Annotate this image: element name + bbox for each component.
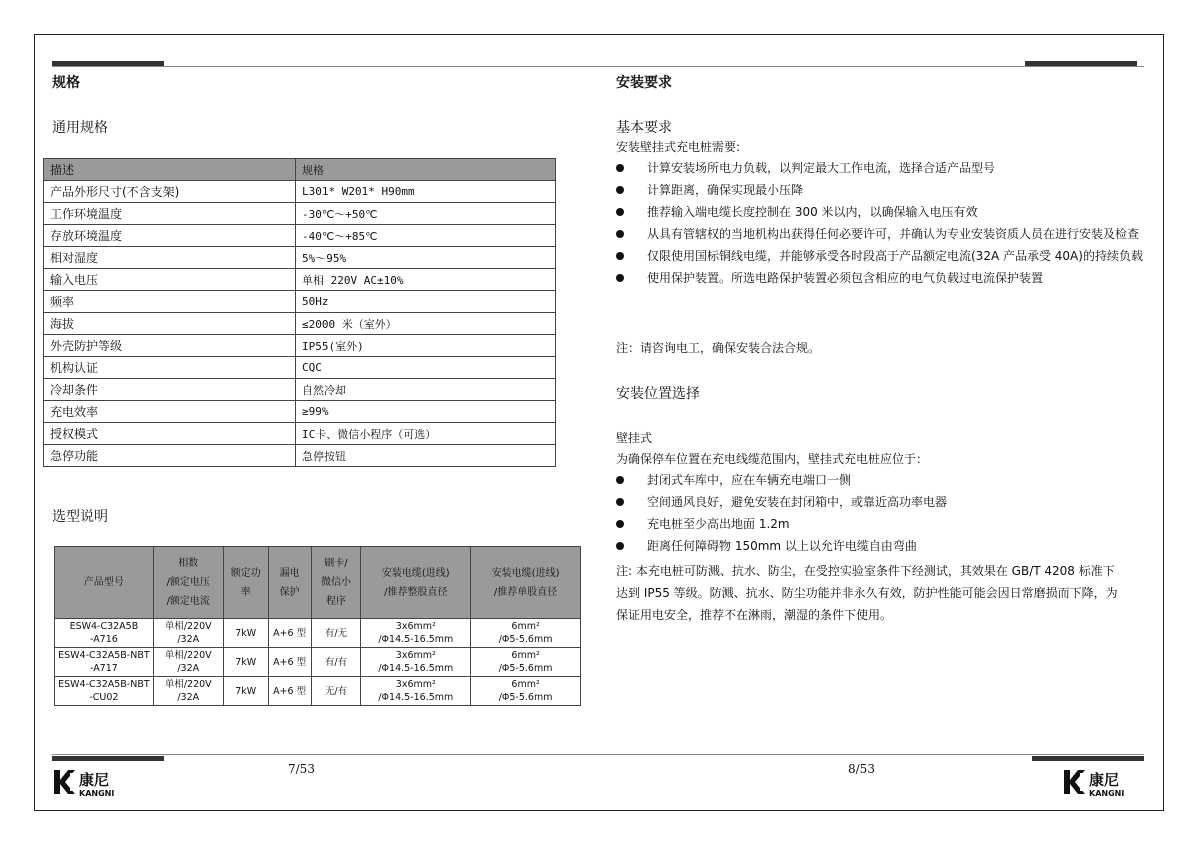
model-row [55, 619, 581, 648]
model-cell: ESW4-C32A5B-NBT -A717 [55, 648, 154, 677]
spec-value-cell: 规格 [296, 159, 556, 181]
model-cell: 单相/220V /32A [153, 619, 223, 648]
model-cell: 单相/220V /32A [153, 648, 223, 677]
spec-description-cell: 冷却条件 [44, 379, 296, 401]
spec-row [44, 379, 556, 401]
location-item [616, 491, 1156, 513]
spec-value-cell: 单相 220V AC±10% [296, 269, 556, 291]
model-cell: A+6 型 [268, 677, 311, 706]
left-page-number: 7/53 [288, 762, 315, 776]
spec-header-row [44, 159, 556, 181]
location-item-text: 充电桩至少高出地面 1.2m [647, 517, 790, 531]
location-item [616, 535, 1156, 557]
model-cell: A+6 型 [268, 648, 311, 677]
logo-subtext: KANGNI [79, 789, 115, 798]
spec-row [44, 401, 556, 423]
logo-subtext: KANGNI [1089, 789, 1125, 798]
spec-row [44, 313, 556, 335]
model-cell: 3x6mm² /Φ14.5-16.5mm [361, 648, 471, 677]
general-spec-table [43, 158, 556, 467]
location-note [616, 560, 1118, 626]
bullet-icon [616, 542, 624, 550]
bullet-icon [616, 164, 624, 172]
spec-value-cell: 5%～95% [296, 247, 556, 269]
location-heading: 安装位置选择 [616, 386, 700, 402]
spec-value-cell: 急停按钮 [296, 445, 556, 467]
spec-row [44, 335, 556, 357]
spec-row [44, 181, 556, 203]
footer-bar-left [52, 756, 164, 761]
location-note-line: 注: 本充电桩可防溅、抗水、防尘，在受控实验室条件下经测试，其效果在 GB/T 4208 标准下 [616, 564, 1115, 578]
model-cell: 6mm² /Φ5-5.6mm [471, 648, 581, 677]
location-item-text: 封闭式车库中，应在车辆充电端口一侧 [647, 473, 852, 487]
model-cell: 7kW [223, 648, 268, 677]
location-note-line: 达到 IP55 等级。防溅、抗水、防尘功能并非永久有效，防护性能可能会因日常磨损而下降，为 [616, 586, 1118, 600]
bullet-icon [616, 230, 624, 238]
basic-requirements-note: 注：请咨询电工，确保安装合法合规。 [616, 341, 821, 355]
spec-description-cell: 输入电压 [44, 269, 296, 291]
model-cell: ESW4-C32A5B-NBT -CU02 [55, 677, 154, 706]
location-note-line: 保证用电安全，推荐不在淋雨，潮湿的条件下使用。 [616, 608, 893, 622]
bullet-icon [616, 520, 624, 528]
spec-description-cell: 产品外形尺寸(不含支架) [44, 181, 296, 203]
logo-text: 康尼 [79, 771, 110, 789]
model-cell: 有/有 [311, 648, 361, 677]
model-cell: A+6 型 [268, 619, 311, 648]
spec-row [44, 423, 556, 445]
footer-rule [52, 754, 1144, 755]
model-cell: 3x6mm² /Φ14.5-16.5mm [361, 677, 471, 706]
model-header-cell: 相数 /额定电压 /额定电流 [153, 547, 223, 619]
location-item [616, 469, 1156, 491]
header-bar-right [1025, 61, 1137, 66]
model-selection-table [54, 546, 581, 706]
basic-requirement-item-text: 仅限使用国标铜线电缆，并能够承受各时段高于产品额定电流(32A 产品承受 40A)的持续负载 [647, 249, 1143, 263]
model-cell: 有/无 [311, 619, 361, 648]
right-page-title: 安装要求 [616, 75, 672, 91]
location-intro: 为确保停车位置在充电线缆范围内，壁挂式充电桩应位于： [616, 452, 929, 466]
basic-requirement-item [616, 245, 1156, 267]
spec-description-cell: 海拔 [44, 313, 296, 335]
basic-requirement-item [616, 157, 1156, 179]
spec-row [44, 203, 556, 225]
bullet-icon [616, 252, 624, 260]
spec-description-cell: 充电效率 [44, 401, 296, 423]
spec-value-cell: ≤2000 米（室外） [296, 313, 556, 335]
spec-row [44, 357, 556, 379]
spec-value-cell: ≥99% [296, 401, 556, 423]
location-list [616, 469, 1156, 557]
spec-row [44, 291, 556, 313]
header-bar-left [52, 61, 164, 66]
model-selection-heading: 选型说明 [52, 509, 108, 525]
kangni-logo-right [1062, 766, 1152, 798]
spec-description-cell: 频率 [44, 291, 296, 313]
location-subheading: 壁挂式 [616, 431, 653, 445]
spec-value-cell: IC卡、微信小程序（可选） [296, 423, 556, 445]
spec-description-cell: 相对湿度 [44, 247, 296, 269]
spec-description-cell: 授权模式 [44, 423, 296, 445]
spec-description-cell: 工作环境温度 [44, 203, 296, 225]
spec-value-cell: IP55(室外) [296, 335, 556, 357]
model-cell: ESW4-C32A5B -A716 [55, 619, 154, 648]
basic-requirement-item-text: 计算安装场所电力负载，以判定最大工作电流，选择合适产品型号 [647, 161, 996, 175]
bullet-icon [616, 208, 624, 216]
basic-requirement-item-text: 计算距离，确保实现最小压降 [647, 183, 804, 197]
model-header-cell: 漏电 保护 [268, 547, 311, 619]
location-item-text: 空间通风良好，避免安装在封闭箱中，或靠近高功率电器 [647, 495, 948, 509]
spec-value-cell: -30℃～+50℃ [296, 203, 556, 225]
basic-requirements-intro: 安装壁挂式充电桩需要: [616, 140, 741, 154]
spec-value-cell: 自然冷却 [296, 379, 556, 401]
model-header-cell: 额定功 率 [223, 547, 268, 619]
spec-value-cell: -40℃～+85℃ [296, 225, 556, 247]
model-header-cell: 刷卡/ 微信小 程序 [311, 547, 361, 619]
basic-requirement-item-text: 从具有管辖权的当地机构出获得任何必要许可，并确认为专业安装资质人员在进行安装及检查 [647, 227, 1140, 241]
general-spec-heading: 通用规格 [52, 120, 108, 136]
footer-bar-right [1032, 756, 1144, 761]
spec-row [44, 225, 556, 247]
spec-value-cell: CQC [296, 357, 556, 379]
model-cell: 单相/220V /32A [153, 677, 223, 706]
bullet-icon [616, 498, 624, 506]
model-cell: 7kW [223, 677, 268, 706]
spec-description-cell: 描述 [44, 159, 296, 181]
basic-requirement-item [616, 179, 1156, 201]
header-rule [52, 66, 1144, 67]
bullet-icon [616, 186, 624, 194]
basic-requirement-item-text: 推荐输入端电缆长度控制在 300 米以内，以确保输入电压有效 [647, 205, 978, 219]
basic-requirement-item [616, 223, 1156, 245]
spec-row [44, 247, 556, 269]
model-cell: 3x6mm² /Φ14.5-16.5mm [361, 619, 471, 648]
bullet-icon [616, 476, 624, 484]
model-header-cell: 安装电缆(进线) /推荐单股直径 [471, 547, 581, 619]
spec-description-cell: 机构认证 [44, 357, 296, 379]
logo-text: 康尼 [1089, 771, 1120, 789]
model-header-cell: 安装电缆(进线) /推荐整股直径 [361, 547, 471, 619]
left-page-title: 规格 [52, 75, 80, 91]
right-page-number: 8/53 [848, 762, 875, 776]
location-item-text: 距离任何障碍物 150mm 以上以允许电缆自由弯曲 [647, 539, 917, 553]
model-row [55, 677, 581, 706]
location-item [616, 513, 1156, 535]
spec-row [44, 269, 556, 291]
model-cell: 无/有 [311, 677, 361, 706]
basic-requirement-item [616, 267, 1156, 289]
bullet-icon [616, 274, 624, 282]
kangni-logo-left [52, 766, 142, 798]
spec-description-cell: 存放环境温度 [44, 225, 296, 247]
model-row [55, 648, 581, 677]
spec-value-cell: L301* W201* H90mm [296, 181, 556, 203]
spec-value-cell: 50Hz [296, 291, 556, 313]
spec-description-cell: 外壳防护等级 [44, 335, 296, 357]
model-header-row [55, 547, 581, 619]
model-cell: 6mm² /Φ5-5.6mm [471, 677, 581, 706]
basic-requirement-item [616, 201, 1156, 223]
basic-requirements-list [616, 157, 1156, 289]
spec-row [44, 445, 556, 467]
basic-requirement-item-text: 使用保护装置。所选电路保护装置必须包含相应的电气负载过电流保护装置 [647, 271, 1044, 285]
basic-requirements-heading: 基本要求 [616, 120, 672, 136]
model-cell: 7kW [223, 619, 268, 648]
model-header-cell: 产品型号 [55, 547, 154, 619]
model-cell: 6mm² /Φ5-5.6mm [471, 619, 581, 648]
spec-description-cell: 急停功能 [44, 445, 296, 467]
